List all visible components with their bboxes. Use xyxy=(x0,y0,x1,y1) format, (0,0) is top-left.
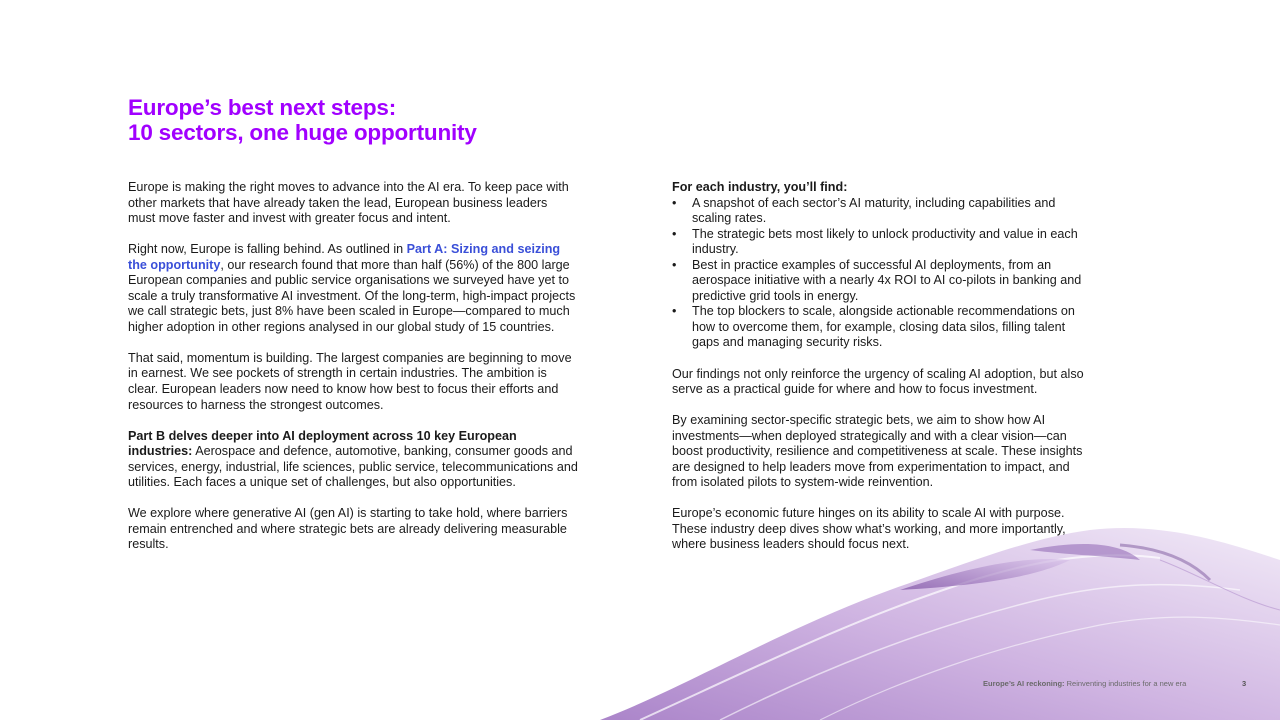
footer-subtitle: Reinventing industries for a new era xyxy=(1064,679,1187,688)
strategic-bets-paragraph: By examining sector-specific strategic bets, we aim to show how AI investments—when deployed strategically and with a clear vision—can boost productivity, resilience and competitiveness at scale. These insights are designed to help leaders move from experimentation to impact, and from isolated pilots to system-wide reinvention. xyxy=(672,413,1083,490)
part-a-text-before: Right now, Europe is falling behind. As outlined in xyxy=(128,242,407,257)
footer-brand: Europe’s AI reckoning: xyxy=(983,679,1065,688)
page-title-line-2: 10 sectors, one huge opportunity xyxy=(128,119,477,145)
list-item xyxy=(672,304,1092,351)
part-b-text: Aerospace and defence, automotive, banking, consumer goods and services, energy, industrial, life sciences, public service, telecommunications and utilities. Each faces a unique set of challenges, but also opportunities. xyxy=(128,444,578,490)
part-a-link[interactable]: Part A: Sizing and seizing the opportunity xyxy=(128,242,561,272)
part-b-lead: Part B delves deeper into AI deployment across 10 key European industries: xyxy=(128,428,517,459)
economic-future-paragraph: Europe’s economic future hinges on its ability to scale AI with purpose. These industry deep dives show what’s working, and more importantly, where business leaders should focus next. xyxy=(672,506,1066,552)
page-title xyxy=(128,96,477,145)
explore-paragraph: We explore where generative AI (gen AI) is starting to take hold, where barriers remain entrenched and where strategic bets are already delivering measurable results. xyxy=(128,506,568,552)
list-item-text: The strategic bets most likely to unlock productivity and value in each industry. xyxy=(692,226,1078,257)
list-item xyxy=(672,196,1092,227)
list-item xyxy=(672,258,1092,305)
part-a-paragraph xyxy=(128,242,578,335)
list-item-text: A snapshot of each sector’s AI maturity, including capabilities and scaling rates. xyxy=(692,195,1056,226)
bullet-icon: • xyxy=(672,304,677,319)
momentum-paragraph: That said, momentum is building. The largest companies are beginning to move in earnest. We see pockets of strength in certain industries. The ambition is clear. European leaders now need to know how best to focus their efforts and resources to harness the strongest outcomes. xyxy=(128,350,572,412)
right-column xyxy=(672,180,1092,568)
industry-list-heading: For each industry, you’ll find: xyxy=(672,180,848,194)
industry-findings-list xyxy=(672,196,1092,351)
list-item-text: Best in practice examples of successful AI deployments, from an aerospace initiative with a nearly 4x ROI to AI co-pilots in banking and predictive grid tools in energy. xyxy=(692,257,1082,303)
part-a-text-after: , our research found that more than half (56%) of the 800 large European companies and public service organisations we surveyed have yet to scale a truly transformative AI investment. Of the long-term, high-impact projects we call strategic bets, just 8% have been scaled in Europe—compared to much higher adoption in other regions analysed in our global study of 15 countries. xyxy=(128,257,576,334)
bullet-icon: • xyxy=(672,257,677,272)
bullet-icon: • xyxy=(672,195,677,210)
intro-paragraph: Europe is making the right moves to advance into the AI era. To keep pace with other markets that have already taken the lead, European business leaders must move faster and invest with greater focus and intent. xyxy=(128,180,569,226)
page-number: 3 xyxy=(1242,679,1247,688)
findings-paragraph: Our findings not only reinforce the urgency of scaling AI adoption, but also serve as a practical guide for where and how to focus investment. xyxy=(672,366,1084,397)
part-b-paragraph xyxy=(128,429,578,491)
list-item xyxy=(672,227,1092,258)
bullet-icon: • xyxy=(672,226,677,241)
list-item-text: The top blockers to scale, alongside actionable recommendations on how to overcome them, for example, closing data silos, filling talent gaps and managing security risks. xyxy=(692,304,1075,350)
left-column xyxy=(128,180,578,568)
page-title-line-1: Europe’s best next steps: xyxy=(128,95,396,120)
footer-report-title xyxy=(983,679,1186,688)
